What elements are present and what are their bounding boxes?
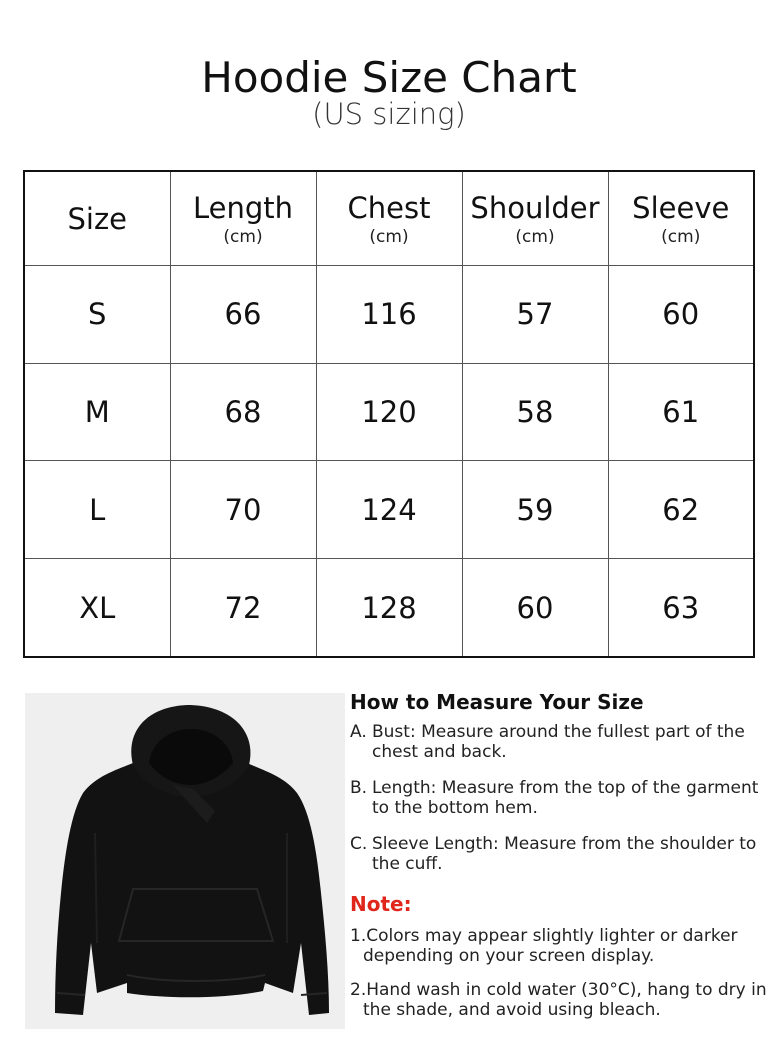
hoodie-photo bbox=[25, 693, 345, 1029]
header-label: Sleeve bbox=[632, 190, 730, 225]
table-row bbox=[24, 363, 754, 461]
cell-length: 66 bbox=[170, 266, 316, 364]
list-item bbox=[350, 926, 770, 966]
cell-chest: 128 bbox=[316, 559, 462, 657]
cell-shoulder: 58 bbox=[462, 363, 608, 461]
header-size bbox=[24, 171, 170, 266]
cell-size: M bbox=[24, 363, 170, 461]
cell-size: XL bbox=[24, 559, 170, 657]
list-marker: B. bbox=[350, 778, 368, 798]
cell-shoulder: 59 bbox=[462, 461, 608, 559]
header-unit: (cm) bbox=[369, 226, 409, 247]
hoodie-illustration-icon bbox=[25, 693, 345, 1029]
cell-chest: 120 bbox=[316, 363, 462, 461]
page-title: Hoodie Size Chart bbox=[201, 53, 577, 103]
cell-chest: 116 bbox=[316, 266, 462, 364]
cell-sleeve: 60 bbox=[608, 266, 754, 364]
cell-length: 70 bbox=[170, 461, 316, 559]
table-row bbox=[24, 559, 754, 657]
cell-sleeve: 61 bbox=[608, 363, 754, 461]
cell-length: 68 bbox=[170, 363, 316, 461]
header-shoulder bbox=[462, 171, 608, 266]
header-unit: (cm) bbox=[515, 226, 555, 247]
list-text: Sleeve Length: Measure from the shoulder to the cuff. bbox=[372, 834, 757, 874]
cell-size: L bbox=[24, 461, 170, 559]
list-marker: 2. bbox=[350, 980, 367, 1000]
list-marker: A. bbox=[350, 722, 367, 742]
header-label: Length bbox=[192, 190, 294, 225]
list-item bbox=[350, 778, 770, 818]
list-item bbox=[350, 722, 770, 762]
table-row bbox=[24, 266, 754, 364]
header-chest bbox=[316, 171, 462, 266]
cell-size: S bbox=[24, 266, 170, 364]
note-list bbox=[350, 926, 770, 1020]
table-row bbox=[24, 461, 754, 559]
cell-sleeve: 62 bbox=[608, 461, 754, 559]
page-subtitle: (US sizing) bbox=[312, 97, 466, 131]
list-item bbox=[350, 834, 770, 874]
note-heading: Note: bbox=[350, 892, 412, 916]
list-text: Bust: Measure around the fullest part of the chest and back. bbox=[372, 722, 745, 762]
header-unit: (cm) bbox=[223, 226, 263, 247]
list-text: Hand wash in cold water (30°C), hang to dry in the shade, and avoid using bleach. bbox=[363, 980, 767, 1020]
measure-list bbox=[350, 722, 770, 874]
list-text: Length: Measure from the top of the garment to the bottom hem. bbox=[372, 778, 759, 818]
cell-sleeve: 63 bbox=[608, 559, 754, 657]
header-label: Size bbox=[67, 201, 128, 236]
list-marker: 1. bbox=[350, 926, 367, 946]
measure-heading: How to Measure Your Size bbox=[350, 690, 644, 714]
header-sleeve bbox=[608, 171, 754, 266]
list-marker: C. bbox=[350, 834, 368, 854]
size-table bbox=[23, 170, 755, 658]
cell-shoulder: 57 bbox=[462, 266, 608, 364]
table-header-row bbox=[24, 171, 754, 266]
header-label: Chest bbox=[347, 190, 431, 225]
cell-chest: 124 bbox=[316, 461, 462, 559]
header-unit: (cm) bbox=[661, 226, 701, 247]
header-length bbox=[170, 171, 316, 266]
header-label: Shoulder bbox=[470, 190, 600, 225]
list-text: Colors may appear slightly lighter or darker depending on your screen display. bbox=[363, 926, 738, 966]
cell-shoulder: 60 bbox=[462, 559, 608, 657]
cell-length: 72 bbox=[170, 559, 316, 657]
list-item bbox=[350, 980, 770, 1020]
measure-info bbox=[350, 688, 770, 1034]
